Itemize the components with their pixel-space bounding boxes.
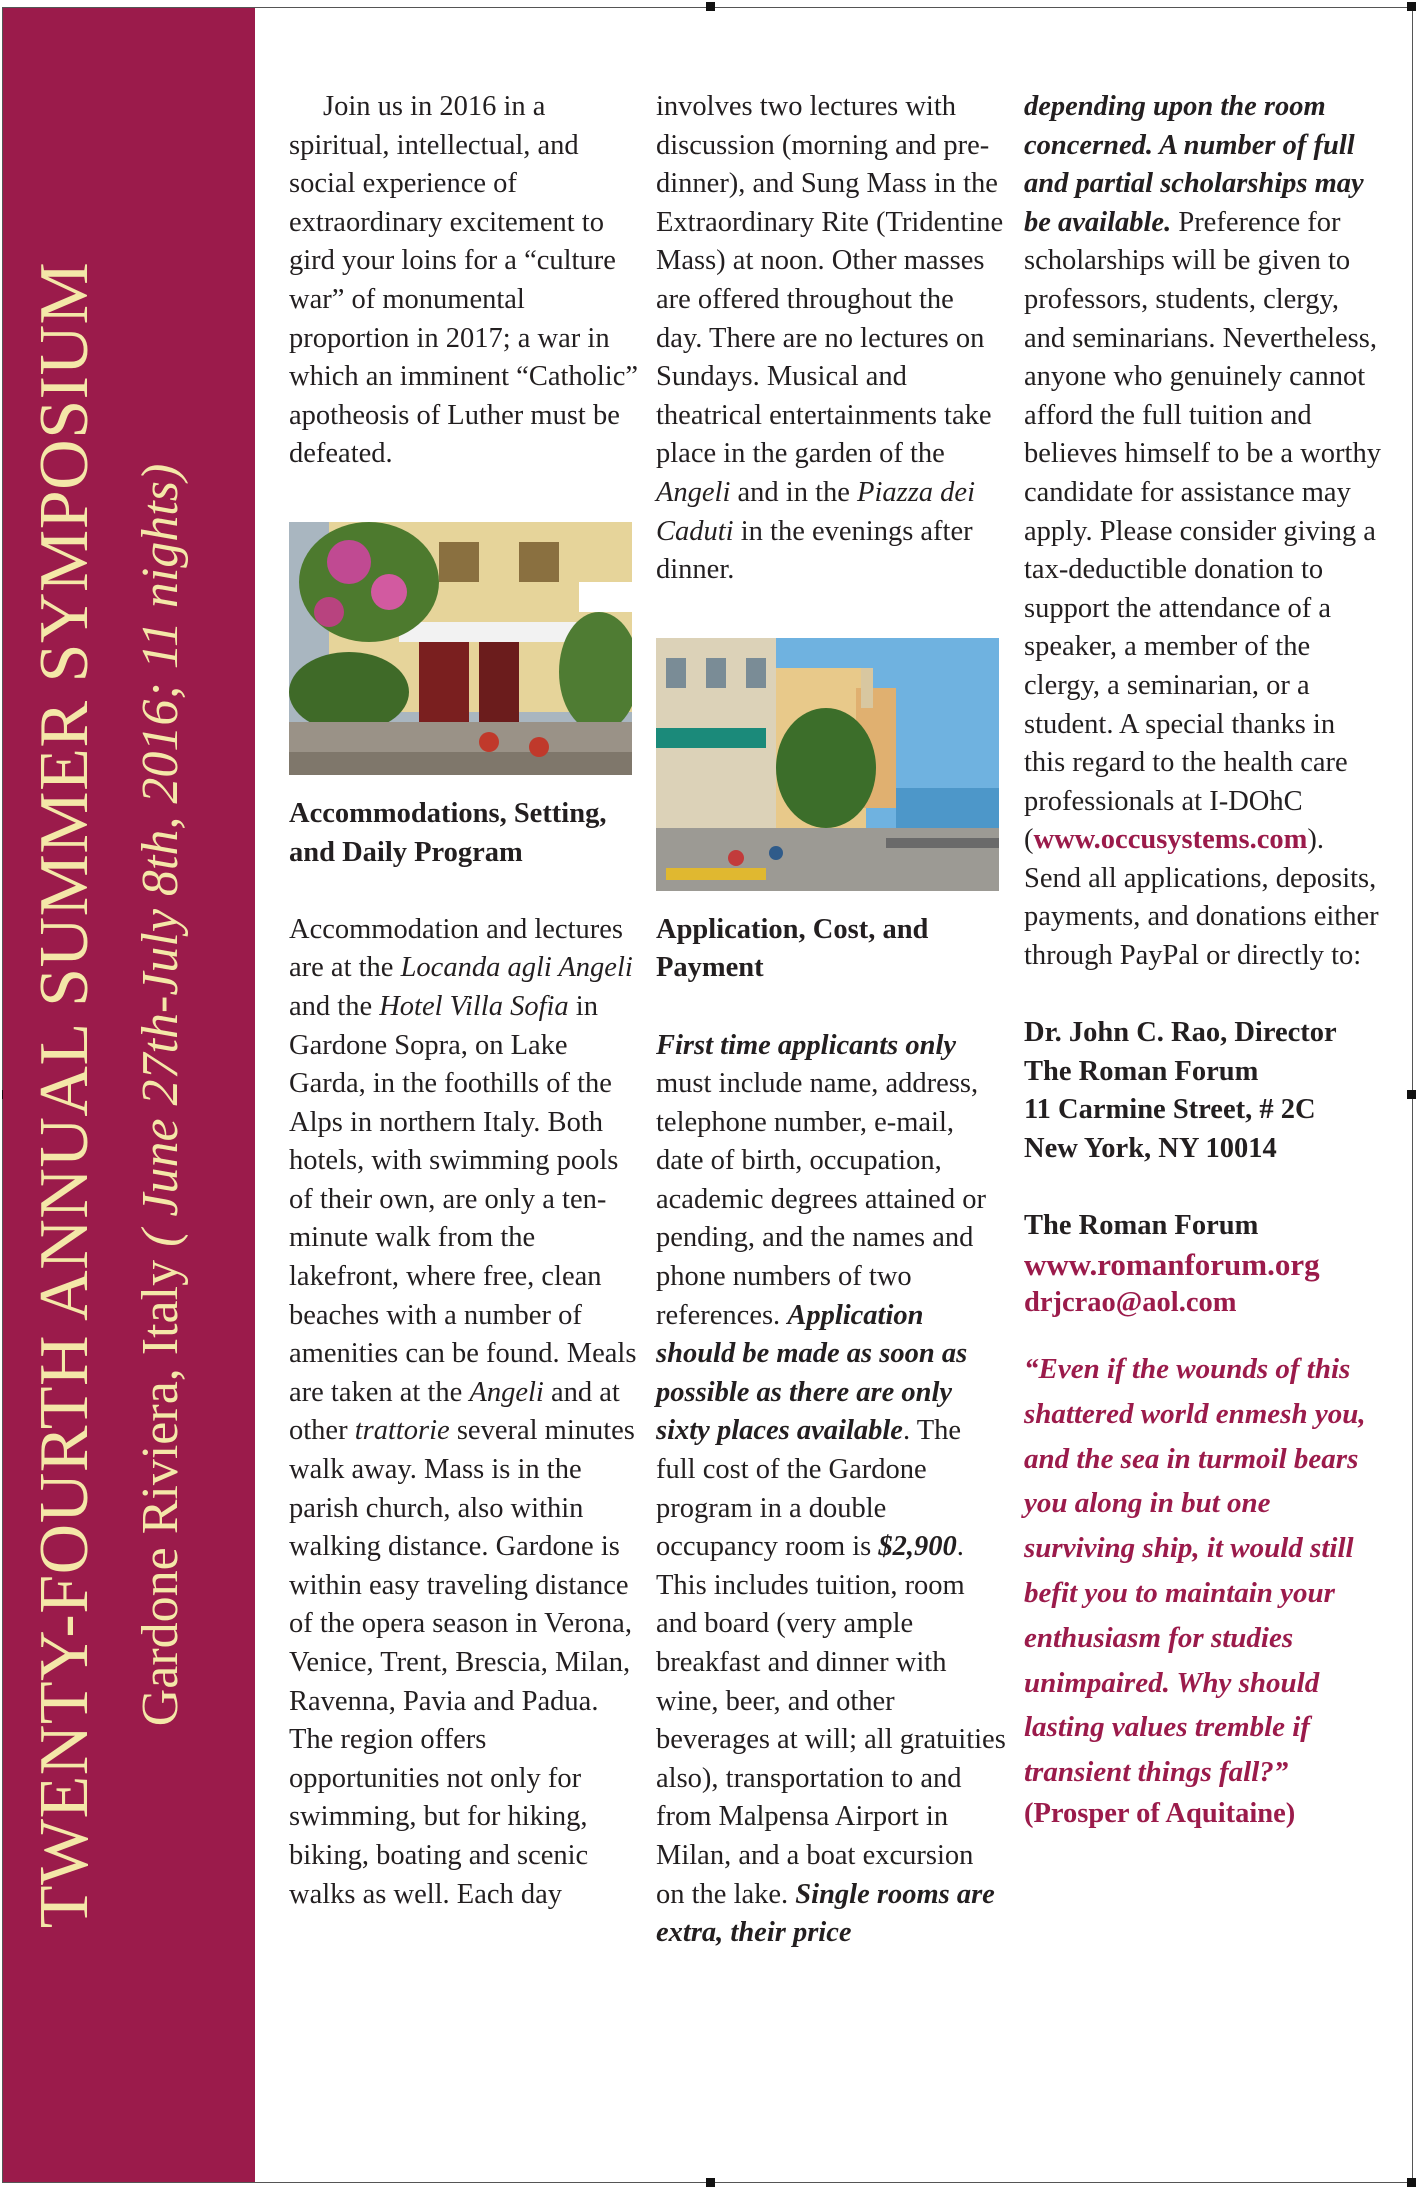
crop-mark-top-right — [1407, 2, 1416, 11]
organization-name: The Roman Forum — [1024, 1210, 1259, 1242]
website-link[interactable]: www.romanforum.org — [1024, 1246, 1320, 1282]
application-heading: Application, Cost, and Payment — [656, 913, 929, 984]
dates-text: ( June 27th-July 8th, 2016; 11 nights) — [132, 463, 189, 1247]
email-link[interactable]: drjcrao@aol.com — [1024, 1287, 1237, 1319]
application-paragraph: First time applicants only must include name, address, telephone number, e-mail, date of birth, occupation, academic degrees attained or pending, and the names and phone numbers of two references. Application should be made as soon as possible as there are only sixty places available. The full cost of the Gardone program in a double occupancy room is $2,900. This includes tuition, room and board (very ample breakfast and dinner with wine, beer, and other beverages at will; all gratuities also), transportation to and from Malpensa Airport in Milan, and a boat excursion on the lake. Single rooms are extra, their price — [656, 1029, 1006, 1949]
hotel-photo — [289, 522, 632, 775]
vertical-title-block — [3, 8, 255, 2182]
scholarship-paragraph: depending upon the room concerned. A number of full and partial scholarships may be available. Preference for scholarships will be given to professors, students, clergy, and seminarians. Nevertheless, anyone who genuinely cannot afford the full tuition and believes himself to be a worthy candidate for assistance may apply. Please consider giving a tax-deductible donation to support the attendance of a speaker, a member of the clergy, a seminarian, or a student. A special thanks in this regard to the health care professionals at I-DOhC (www.occusystems.com). Send all applications, deposits, payments, and donations either through PayPal or directly to: — [1024, 91, 1381, 972]
accommodations-paragraph: Accommodation and lectures are at the Locanda agli Angeli and the Hotel Villa Sofia in Gardone Sopra, on Lake Garda, in the foothills of the Alps in northern Italy. Both hotels, with swimming pools of their own, are only a ten-minute walk from the lakefront, where free, clean beaches with a number of amenities can be found. Meals are taken at the Angeli and at other trattorie several minutes walk away. Mass is in the parish church, also within walking distance. Gardone is within easy traveling distance of the opera season in Verona, Venice, Trent, Brescia, Milan, Ravenna, Pavia and Padua. The region offers opportunities not only for swimming, but for hiking, biking, boating and scenic walks as well. Each day — [289, 913, 637, 1910]
symposium-title: TWENTY-FOURTH ANNUAL SUMMER SYMPOSIUM — [26, 261, 103, 1929]
crop-mark-bottom-right — [1407, 2178, 1416, 2187]
column-1 — [289, 88, 639, 1914]
intro-paragraph: Join us in 2016 in a spiritual, intellectual, and social experience of extraordinary excitement to gird your loins for a “culture war” of monumental proportion in 2017; a war in which an imminent “Catholic” apotheosis of Luther must be defeated. — [289, 91, 639, 470]
address-line-2: The Roman Forum — [1024, 1055, 1259, 1087]
address-line-1: Dr. John C. Rao, Director — [1024, 1017, 1337, 1049]
mailing-address — [1024, 1014, 1382, 1168]
program-paragraph: involves two lectures with discussion (morning and pre-dinner), and Sung Mass in the Extraordinary Rite (Tridentine Mass) at noon. Other masses are offered throughout the day. There are no lectures on Sundays. Musical and theatrical entertainments take place in the garden of the Angeli and in the Piazza dei Caduti in the evenings after dinner. — [656, 91, 1004, 586]
quote-author: (Prosper of Aquitaine) — [1024, 1797, 1296, 1829]
crop-mark-bottom — [706, 2178, 715, 2187]
address-line-3: 11 Carmine Street, # 2C — [1024, 1094, 1316, 1126]
occusystems-link[interactable]: www.occusystems.com — [1033, 824, 1308, 856]
lakefront-photo — [656, 638, 999, 891]
location-text: Gardone Riviera, Italy — [132, 1259, 189, 1727]
prosper-quote: “Even if the wounds of this shattered world enmesh you, and the sea in turmoil bears you along in but one surviving ship, it would still befit you to maintain your enthusiasm for studies unimpaired. Why should lasting values tremble if transient things fall?” — [1024, 1353, 1366, 1789]
address-line-4: New York, NY 10014 — [1024, 1133, 1277, 1165]
accommodations-heading: Accommodations, Setting, and Daily Program — [289, 797, 607, 868]
title-sidebar — [3, 8, 255, 2182]
column-2 — [656, 88, 1006, 1953]
symposium-subtitle — [131, 8, 190, 2182]
crop-mark-top — [706, 2, 715, 11]
column-3 — [1024, 88, 1382, 1834]
crop-mark-right — [1407, 1090, 1416, 1099]
